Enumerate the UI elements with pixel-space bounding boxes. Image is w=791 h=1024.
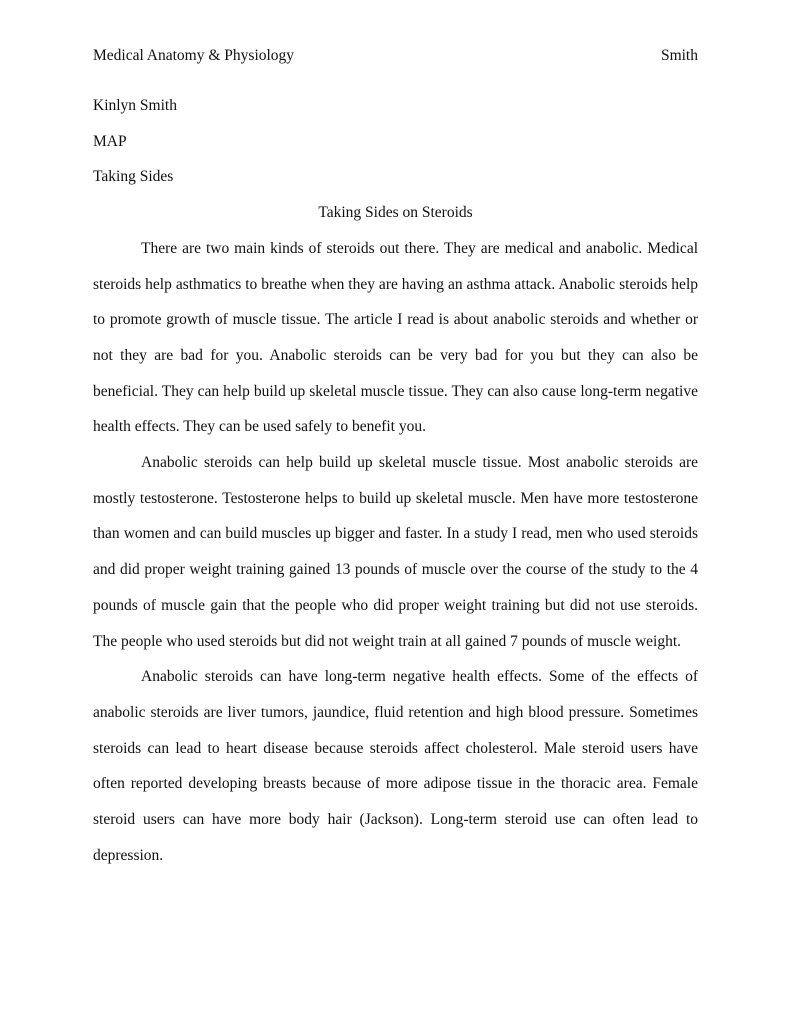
class-name: MAP <box>93 132 127 150</box>
document-title: Taking Sides on Steroids <box>318 204 473 222</box>
running-head: Smith <box>660 47 698 64</box>
page-header <box>93 45 698 67</box>
paragraph-3: Anabolic steroids can have long-term negative health effects. Some of the effects of anabolic steroids are liver tumors, jaundice, fluid retention and high blood pressure. Sometimes steroids can lead to heart disease because steroids affect cholesterol. Male steroid users have often reported developing breasts because of more adipose tissue in the thoracic area. Female steroid users can have more body hair (Jackson). Long-term steroid use can often lead to depression. <box>93 668 698 864</box>
student-name: Kinlyn Smith <box>93 97 177 114</box>
paragraph-2: Anabolic steroids can help build up skeletal muscle tissue. Most anabolic steroids are mostly testosterone. Testosterone helps to build up skeletal muscle. Men have more testosterone than women and can build muscles up bigger and faster. In a study I read, men who used steroids and did proper weight training gained 13 pounds of muscle over the course of the study to the 4 pounds of muscle gain that the people who did proper weight training but did not use steroids. The people who used steroids but did not weight train at all gained 7 pounds of muscle weight. <box>93 454 698 650</box>
paragraph-1: There are two main kinds of steroids out there. They are medical and anabolic. Medical steroids help asthmatics to breathe when they are having an asthma attack. Anabolic steroids help to promote growth of muscle tissue. The article I read is about anabolic steroids and whether or not they are bad for you. Anabolic steroids can be very bad for you but they can also be beneficial. They can help build up skeletal muscle tissue. They can also cause long-term negative health effects. They can be used safely to benefit you. <box>93 239 698 436</box>
document-body <box>93 88 698 873</box>
assignment-name: Taking Sides <box>93 168 174 186</box>
course-title: Medical Anatomy & Physiology <box>93 47 295 64</box>
